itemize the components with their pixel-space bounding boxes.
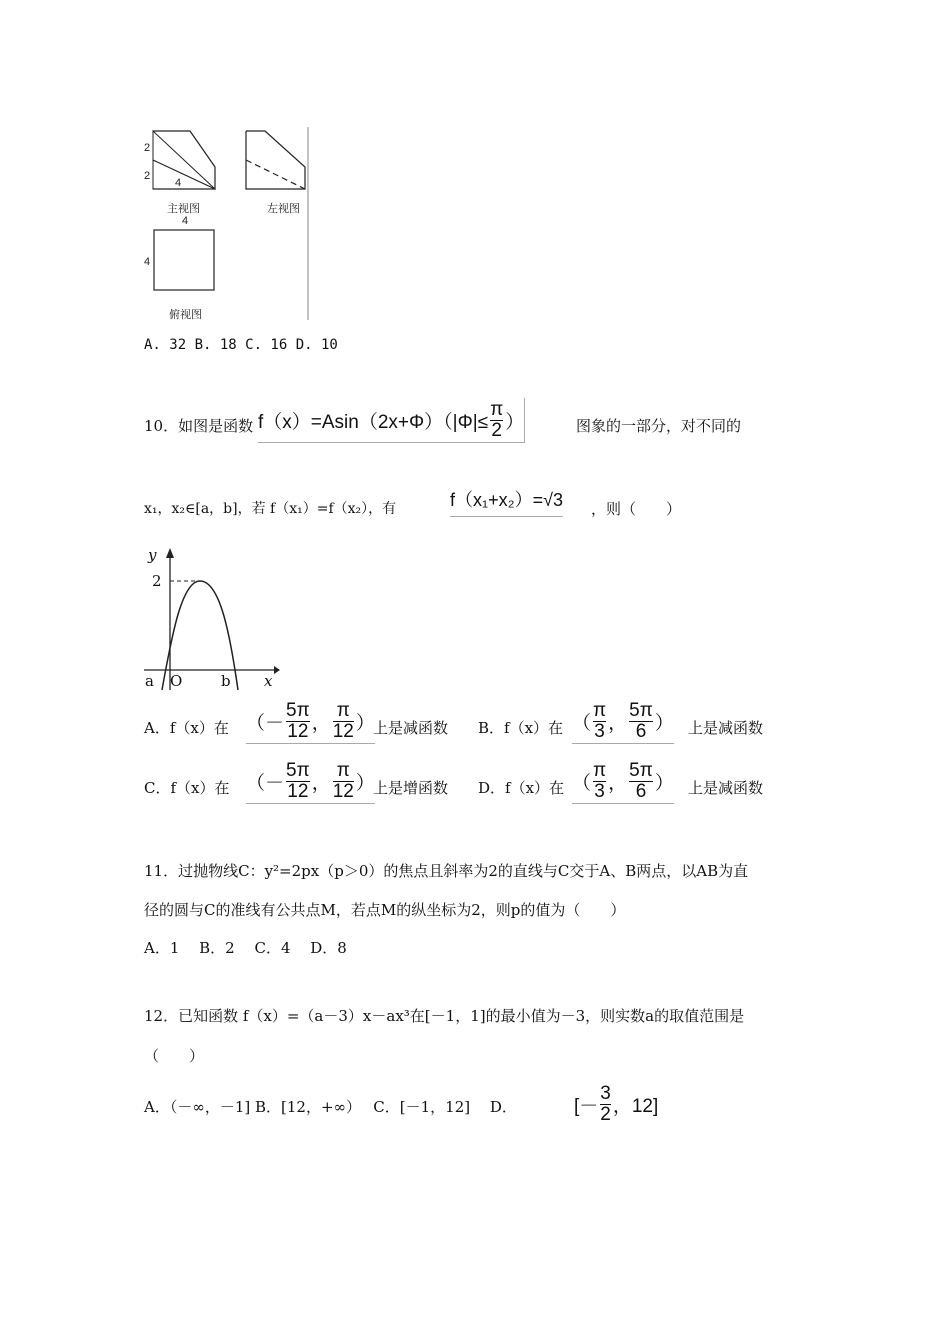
frac-5pi-6 [629, 761, 653, 802]
denominator: 6 [635, 720, 647, 742]
denominator: 3 [594, 720, 605, 742]
graph-origin-label: O [170, 672, 183, 690]
three-view-figure [140, 125, 312, 325]
top-view-label: 俯视图 [169, 309, 202, 321]
numerator: 5π [629, 699, 653, 721]
graph-b-label: b [221, 672, 231, 690]
q10-optD-interval [572, 759, 674, 804]
frac-pi-3 [593, 761, 606, 802]
dim-4-top: 4 [182, 215, 189, 227]
q10-optD-pre: D．f（x）在 [478, 779, 565, 797]
denominator: 12 [287, 780, 309, 802]
rp: ） [654, 712, 674, 734]
q10-optB-interval [572, 699, 674, 744]
q12-options: A．（－∞，－1] B．[12，+∞） C．[－1，12] D． [144, 1098, 517, 1116]
three-view-drawing [140, 125, 312, 325]
numerator: 5π [286, 699, 310, 721]
q10-optC-pre: C．f（x）在 [144, 779, 230, 797]
numerator: 5π [629, 759, 653, 781]
lp-neg: （－ [246, 712, 285, 734]
denominator: 6 [635, 780, 647, 802]
y-arrow [166, 548, 174, 558]
front-view-label: 主视图 [167, 203, 200, 215]
q11-line1: 11．过抛物线C：y²=2px（p＞0）的焦点且斜率为2的直线与C交于A、B两点，以AB为直 [144, 862, 749, 880]
dim-4-bottom: 4 [175, 177, 182, 189]
pi-over-2 [490, 400, 503, 441]
lp-neg: （－ [246, 772, 285, 794]
x-arrow [274, 666, 280, 674]
side-view-label: 左视图 [267, 203, 300, 215]
frac-3-2 [600, 1084, 611, 1125]
numerator: π [490, 398, 504, 420]
q10-function-formula [258, 398, 525, 443]
numerator: π [593, 699, 607, 721]
dim-2b: 2 [144, 170, 151, 182]
q10-prefix: 10．如图是函数 [144, 417, 254, 435]
rp: ） [355, 712, 375, 734]
comma: ， [608, 772, 628, 794]
numerator: π [336, 759, 350, 781]
numerator: 5π [286, 759, 310, 781]
q12-line2: （ ） [144, 1047, 205, 1065]
rp: ） [654, 772, 674, 794]
comma: ， [311, 772, 331, 794]
close-paren: ） [505, 411, 525, 433]
denominator: 2 [600, 1103, 611, 1125]
frac-pi-3 [593, 701, 606, 742]
q10-condition: f（x₁+x₂）=√3 [450, 482, 563, 517]
numerator: 3 [600, 1082, 611, 1104]
denominator: 12 [332, 720, 354, 742]
lp: （ [572, 712, 592, 734]
q10-optA-pre: A．f（x）在 [144, 719, 229, 737]
lb-neg: [－ [574, 1095, 599, 1117]
q10-line2-suffix: ，则（ ） [591, 500, 682, 518]
close: ，12] [612, 1095, 659, 1117]
denominator: 2 [491, 419, 502, 441]
dim-4-left: 4 [144, 256, 151, 268]
q10-optB-pre: B．f（x）在 [478, 719, 564, 737]
q10-optD-post: 上是减函数 [688, 779, 764, 797]
dim-2a: 2 [144, 142, 151, 154]
sine-graph [142, 544, 280, 692]
graph-y-label: y [148, 546, 157, 564]
frac-5pi-12 [286, 761, 310, 802]
lp: （ [572, 772, 592, 794]
graph-max-2: 2 [152, 572, 162, 590]
q12-optD-interval [574, 1082, 658, 1126]
q10-optA-post: 上是减函数 [373, 719, 449, 737]
comma: ， [608, 712, 628, 734]
frac-5pi-12 [286, 701, 310, 742]
q9-options: A. 32 B. 18 C. 16 D. 10 [144, 337, 338, 353]
q10-optC-interval [246, 759, 375, 804]
numerator: π [593, 759, 607, 781]
denominator: 12 [287, 720, 309, 742]
q10-optB-post: 上是减函数 [688, 719, 764, 737]
q10-suffix: 图象的一部分，对不同的 [576, 417, 742, 435]
frac-5pi-6 [629, 701, 653, 742]
q10-optA-interval [246, 699, 375, 744]
graph-a-label: a [145, 672, 154, 690]
q11-options: A．1 B．2 C．4 D．8 [144, 939, 347, 957]
q11-line2: 径的圆与C的准线有公共点M，若点M的纵坐标为2，则p的值为（ ） [144, 901, 626, 919]
denominator: 12 [332, 780, 354, 802]
numerator: π [336, 699, 350, 721]
q12-line1: 12．已知函数 f（x）=（a－3）x－ax³在[－1，1]的最小值为－3，则实数a的取值范围是 [144, 1007, 745, 1025]
frac-pi-12 [333, 761, 354, 802]
q10-line2-prefix: x₁，x₂∈[a，b]，若 f（x₁）=f（x₂），有 [144, 501, 397, 517]
formula-text: f（x）=Asin（2x+Φ）（|Φ|≤ [258, 411, 489, 433]
rp: ） [355, 772, 375, 794]
q10-optC-post: 上是增函数 [373, 779, 449, 797]
denominator: 3 [594, 780, 605, 802]
frac-pi-12 [333, 701, 354, 742]
comma: ， [311, 712, 331, 734]
graph-x-label: x [264, 672, 273, 690]
sine-graph-svg [142, 544, 280, 692]
